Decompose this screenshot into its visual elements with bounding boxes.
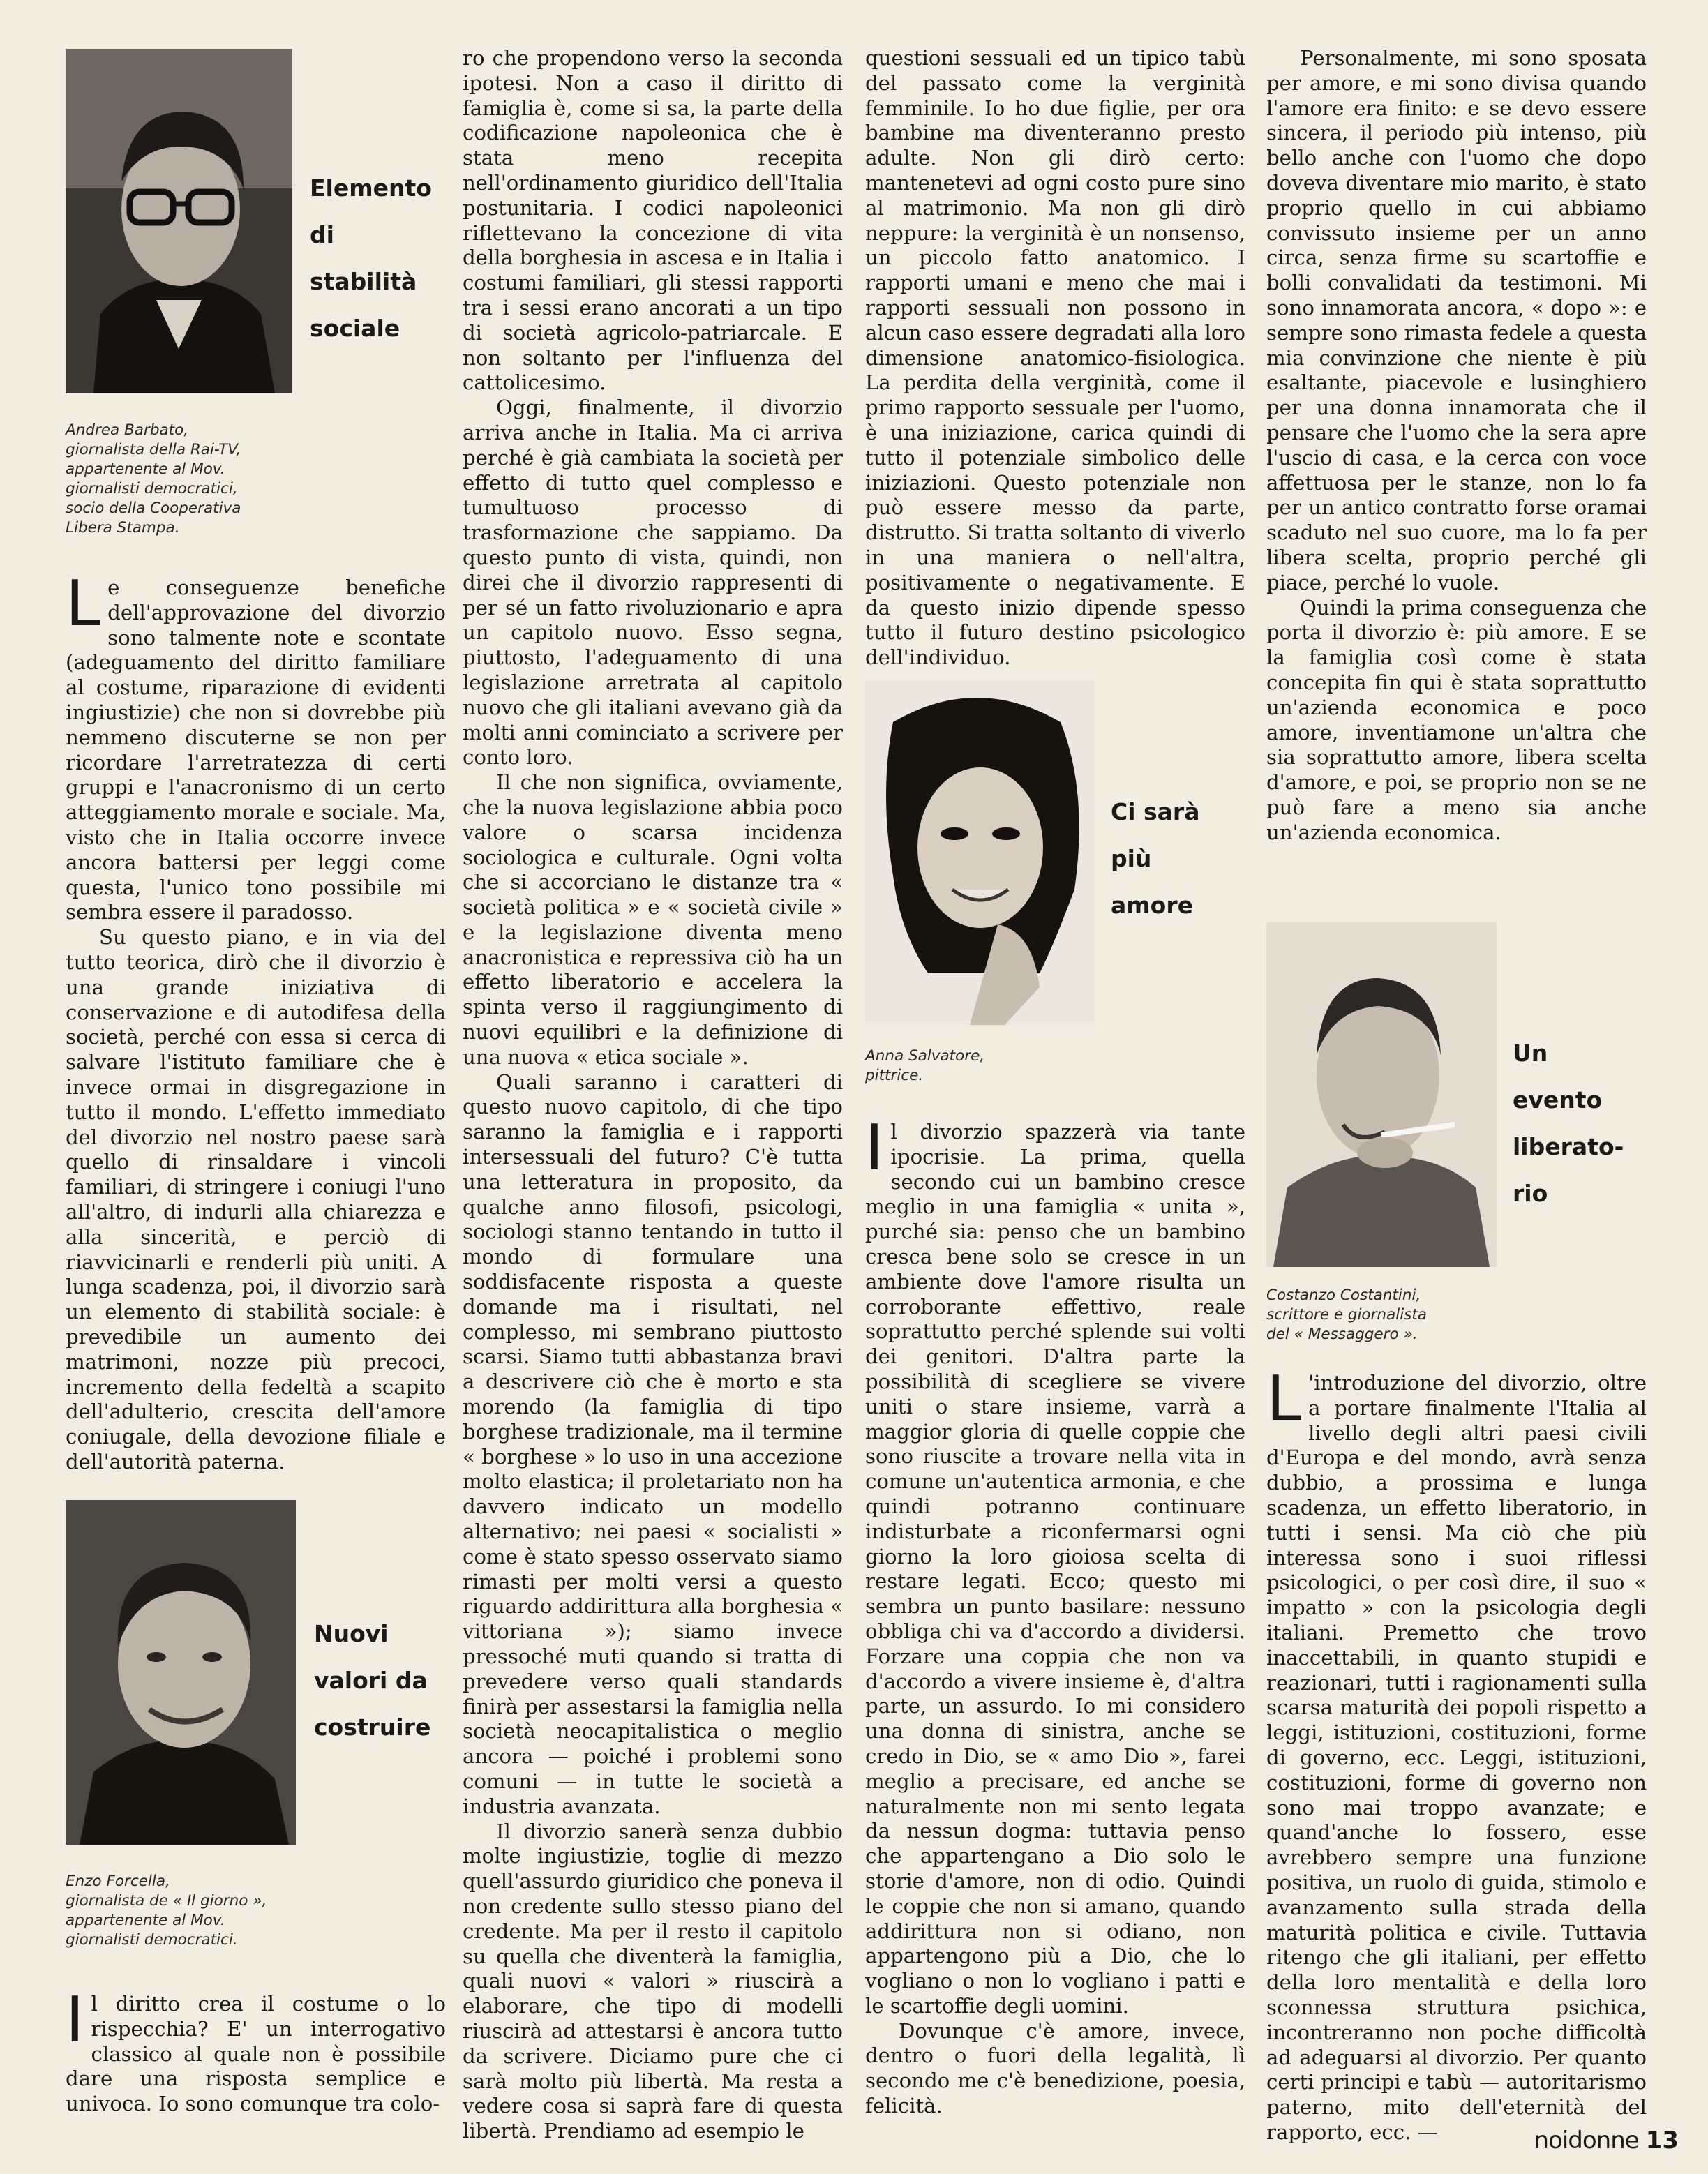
paragraph: Dovunque c'è amore, invece, dentro o fuori della legalità, lì secondo me c'è benedizione, poesia, felicità. xyxy=(865,2018,1245,2118)
dropcap: I xyxy=(66,1984,84,2057)
column-4-text-a xyxy=(1266,46,1647,846)
column-1-text-b xyxy=(66,1984,446,2117)
paragraph: Il diritto crea il costume o lo rispecchia? E' un interrogativo classico al quale non è possibile dare una risposta semplice e univoca. Io sono comunque tra colo- xyxy=(66,1984,446,2116)
paragraph: Il divorzio spazzerà via tante ipocrisie. La prima, quella secondo cui un bambino cresce meglio in una famiglia « unita », purché sia: penso che un bambino cresca bene solo se cresce in un ambiente dove l'amore risulta un corroborante effettivo, reale soprattutto perché splende sui volti dei genitori. D'altra parte la possibilità di scegliere se vivere uniti o stare insieme, varrà a maggior gloria di quelle coppie che sono riuscite a trovare nella vita in comune un'autentica armonia, e che quindi potranno continuare indisturbate a riconfermarsi ogni giorno la loro gioiosa scelta di restare legati. Ecco; questo mi sembra un punto basilare: nessuno obbliga chi va d'accordo a dividersi. Forzare una coppia che non va d'accordo a vivere insieme è, d'altra parte, un assurdo. Io mi considero una donna di sinistra, anche se credo in Dio, se « amo Dio », farei meglio a precisare, ed anche se naturalmente non mi sento legata da nessun dogma: tuttavia penso che appartengano a Dio solo le storie d'amore, non di odio. Quindi le coppie che non si amano, quando addirittura non si odiano, non appartengono più a Dio, che lo vogliano o non lo vogliano i patti e le scartoffie degli uomini. xyxy=(865,1111,1245,2018)
caption-barbato: Andrea Barbato, giornalista della Rai-TV, appartenente al Mov. giornalisti democratici, socio della Cooperativa Libera Stampa. xyxy=(66,421,241,537)
column-2-text xyxy=(463,46,843,2144)
caption-salvatore: Anna Salvatore, pittrice. xyxy=(865,1047,985,1084)
paragraph: Quindi la prima conseguenza che porta il divorzio è: più amore. E se la famiglia così come è stata concepita fin qui è stata soprattutto un'azienda economica e poco amore, inventiamone un'altra che sia soprattutto amore, libera scelta d'amore, e poi, se proprio non se ne può fare a meno sia anche un'azienda economica. xyxy=(1266,595,1647,844)
paragraph: Il divorzio sanerà senza dubbio molte ingiustizie, toglie di mezzo quell'assurdo giuridico che poneva il non credente sullo stesso piano del credente. Ma per il resto il capitolo su quella che diventerà la famiglia, quali nuovi « valori » riuscirà a elaborare, che tipo di modelli riuscirà ad attestarsi è ancora tutto da scrivere. Diciamo pure che ci sarà molto più libertà. Ma resta a vedere cosa si saprà fare di questa libertà. Prendiamo ad esempio le xyxy=(463,1819,843,2143)
dropcap: I xyxy=(865,1111,884,1185)
caption-forcella: Enzo Forcella, giornalista de « Il giorno », appartenente al Mov. giornalisti democratici. xyxy=(66,1873,267,1949)
heading-salvatore: Ci sarà più amore xyxy=(1111,798,1200,919)
heading-barbato: Elemento di stabilità sociale xyxy=(310,174,432,342)
photo-costanzo-costantini xyxy=(1266,922,1497,1267)
paragraph: Quali saranno i caratteri di questo nuovo capitolo, di che tipo saranno la famiglia e i rapporti intersessuali del futuro? C'è tutta una letteratura in proposito, da qualche anno filosofi, psicologi, sociologi stanno tentando in tutto il mondo di formulare una soddisfacente risposta a queste domande ma i risultati, nel complesso, mi sembrano piuttosto scarsi. Siamo tutti abbastanza bravi a descrivere ciò che è morto e sta morendo (la famiglia di tipo borghese tradizionale, ma il termine « borghese » lo uso in una accezione molto elastica; il proletariato non ha davvero indicato un modello alternativo; nei paesi « socialisti » come è stato spesso osservato siamo rimasti per molti versi a questo riguardo addirittura alla borghesia « vittoriana »); siamo invece pressoché muti quando si tratta di prevedere verso quali standards finirà per assestarsi la famiglia nella società neocapitalistica o meglio ancora — poiché i problemi sono comuni — in tutte le società a industria avanzata. xyxy=(463,1070,843,1818)
photo-anna-salvatore xyxy=(865,680,1095,1025)
paragraph: Personalmente, mi sono sposata per amore, e mi sono divisa quando l'amore era finito: e se devo essere sincera, il periodo più intenso, più bello anche con l'uomo che dopo doveva diventare mio marito, è stato proprio quello in cui abbiamo convissuto insieme per un anno circa, senza firme su scartoffie e bolli convalidati da testimoni. Mi sono innamorata ancora, « dopo »: e sempre sono rimasta fedele a questa mia convinzione che niente è più esaltante, piacevole e lusinghiero per una donna innamorata che il pensare che l'uomo che la sera apre l'uscio di casa, e la cerca con voce affettuosa per le stanze, non lo fa per un antico contratto forse oramai scaduto nel suo cuore, ma lo fa per libera scelta, proprio perché gli piace, perché lo vuole. xyxy=(1266,46,1647,594)
column-3-text-b xyxy=(865,1111,1245,2119)
dropcap: L xyxy=(1266,1363,1302,1436)
page-number: 13 xyxy=(1645,2127,1679,2154)
caption-costantini: Costanzo Costantini, scrittore e giornalista del « Messaggero ». xyxy=(1266,1287,1427,1343)
column-1-text-a xyxy=(66,567,446,1475)
column-3-text-a xyxy=(865,46,1245,670)
photo-enzo-forcella xyxy=(66,1500,296,1845)
page-footer xyxy=(1534,2127,1679,2154)
paragraph: Le conseguenze benefiche dell'approvazione del divorzio sono talmente note e scontate (adeguamento del diritto familiare al costume, riparazione di evidenti ingiustizie) che non si dovrebbe più nemmeno discuterne se non per ricordare l'arretratezza di certi gruppi e l'anacronismo di un certo atteggiamento morale e sociale. Ma, visto che in Italia occorre invece ancora battersi per leggi come questa, l'unico tono possibile mi sembra essere il paradosso. xyxy=(66,567,446,924)
heading-costantini: Un evento liberato- rio xyxy=(1513,1040,1624,1207)
paragraph: L 'introduzione del divorzio, oltre a portare finalmente l'Italia al livello degli altri paesi civili d'Europa e del mondo, avrà senza dubbio, a prossima e lunga scadenza, un effetto liberatorio, in tutti i sensi. Ma ciò che più interessa sono i suoi riflessi psicologici, o per così dire, il suo « impatto » con la psicologia degli italiani. Premetto che trovo inaccettabili, in quanto stupidi e reazionari, tutti i ragionamenti sulla scarsa maturità dei popoli rispetto a leggi, istituzioni, costituzioni, forme di governo, ecc. Leggi, istituzioni, costituzioni, forme di governo non sono mai troppo avanzate; e quand'anche lo fossero, esse avrebbero sempre una funzione positiva, un ruolo di guida, stimolo e avanzamento sulla strada della maturità politica e civile. Tuttavia ritengo che gli italiani, per effetto della loro mentalità e della loro sconnessa struttura psichica, incontreranno non poche difficoltà ad adeguarsi al divorzio. Per quanto certi principi e tabù — autoritarismo paterno, mito dell'eternità del rapporto, ecc. — xyxy=(1266,1363,1647,2144)
column-4-text-b xyxy=(1266,1363,1647,2145)
photo-andrea-barbato xyxy=(66,49,292,393)
paragraph: Il che non significa, ovviamente, che la nuova legislazione abbia poco valore o scarsa incidenza sociologica e culturale. Ogni volta che si accorciano le distanze tra « società politica » e « società civile » e la legislazione diventa meno anacronistica e repressiva ciò ha un effetto liberatorio e accelera la spinta verso il raggiungimento di nuovi equilibri e la definizione di una nuova « etica sociale ». xyxy=(463,770,843,1069)
paragraph: Su questo piano, e in via del tutto teorica, dirò che il divorzio è una grande iniziativa di conservazione e di autodifesa della società, perché con essa si cerca di salvare l'istituto familiare che è invece ormai in disgregazione in tutto il mondo. L'effetto immediato del divorzio nel nostro paese sarà quello di rinsaldare i vincoli familiari, di stringere i coniugi l'uno all'altro, di indurli alla chiarezza e alla sincerità, e perciò di riavvicinarli e renderli più uniti. A lunga scadenza, poi, il divorzio sarà un elemento di stabilità sociale: è prevedibile un aumento dei matrimoni, nozze più precoci, incremento della fedeltà a scapito dell'adulterio, crescita dell'amore coniugale, della devozione filiale e dell'autorità paterna. xyxy=(66,925,446,1474)
paragraph: ro che propendono verso la seconda ipotesi. Non a caso il diritto di famiglia è, come si sa, la parte della codificazione napoleonica che è stata meno recepita nell'ordinamento giuridico dell'Italia postunitaria. I codici napoleonici riflettevano la concezione di vita della borghesia in ascesa e in Italia i costumi familiari, gli stessi rapporti tra i sessi erano ancorati a un tipo di società agricolo-patriarcale. E non soltanto per l'influenza del cattolicesimo. xyxy=(463,46,843,395)
magazine-brand: noidonne xyxy=(1534,2127,1639,2154)
heading-forcella: Nuovi valori da costruire xyxy=(314,1620,431,1741)
dropcap: L xyxy=(66,567,101,640)
paragraph: Oggi, finalmente, il divorzio arriva anche in Italia. Ma ci arriva perché è già cambiata la società per effetto di tutto quel complesso e tumultuoso processo di trasformazione che sappiamo. Da questo punto di vista, quindi, non direi che il divorzio rappresenti di per sé un fatto rivoluzionario e apra un capitolo nuovo. Esso segna, piuttosto, l'adeguamento di una legislazione arretrata al capitolo nuovo che gli italiani avevano già da molti anni cominciato a scrivere per conto loro. xyxy=(463,396,843,770)
paragraph: questioni sessuali ed un tipico tabù del passato come la verginità femminile. Io ho due figlie, per ora bambine ma diventeranno presto adulte. Non gli dirò certo: mantenetevi ad ogni costo pure sino al matrimonio. Ma non gli dirò neppure: la verginità è un nonsenso, un piccolo fatto anatomico. I rapporti umani e meno che mai i rapporti sessuali non possono in alcun caso essere degradati alla loro dimensione anatomico-fisiologica. La perdita della verginità, come il primo rapporto sessuale per l'uomo, è una iniziazione, carica quindi di tutto il potenziale simbolico delle iniziazioni. Questo potenziale non può essere messo da parte, distrutto. Si tratta soltanto di viverlo in una maniera o nell'altra, positivamente o negativamente. E da questo inizio dipende spesso tutto il futuro destino psicologico dell'individuo. xyxy=(865,46,1245,670)
